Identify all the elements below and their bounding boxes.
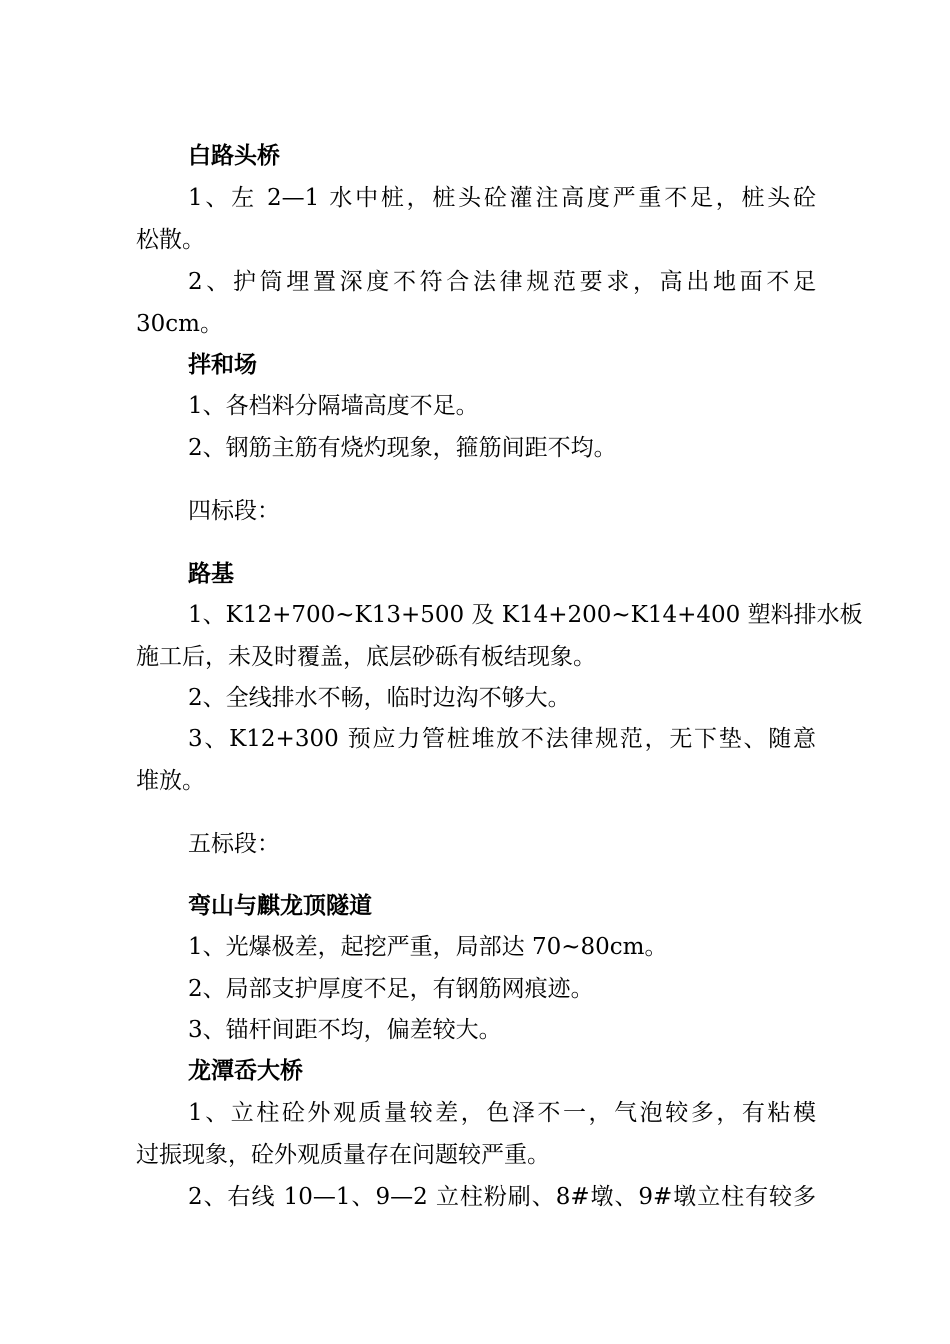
list-item-continuation: 30cm。 (136, 311, 223, 337)
list-item: 1、左 2—1 水中桩，桩头砼灌注高度严重不足，桩头砼 (188, 185, 816, 211)
list-item: 2、钢筋主筋有烧灼现象，箍筋间距不均。 (188, 435, 617, 461)
section-title: 四标段： (188, 498, 280, 524)
list-item: 2、护筒埋置深度不符合法律规范要求，高出地面不足 (188, 269, 816, 295)
list-item: 3、K12+300 预应力管桩堆放不法律规范，无下垫、随意 (188, 726, 816, 752)
list-item: 3、锚杆间距不均，偏差较大。 (188, 1017, 502, 1043)
section-heading: 路基 (188, 560, 234, 587)
section-heading: 弯山与麒龙顶隧道 (188, 892, 372, 919)
list-item-continuation: 堆放。 (136, 768, 205, 794)
list-item-continuation: 过振现象，砼外观质量存在问题较严重。 (136, 1142, 550, 1168)
list-item: 1、K12+700~K13+500 及 K14+200~K14+400 塑料排水板 (188, 602, 863, 628)
list-item: 2、右线 10—1、9—2 立柱粉刷、8#墩、9#墩立柱有较多 (188, 1184, 816, 1210)
section-heading: 白路头桥 (188, 142, 280, 169)
list-item-continuation: 松散。 (136, 227, 205, 253)
list-item: 2、全线排水不畅，临时边沟不够大。 (188, 685, 571, 711)
section-title: 五标段： (188, 831, 280, 857)
list-item-continuation: 施工后，未及时覆盖，底层砂砾有板结现象。 (136, 644, 596, 670)
section-heading: 龙潭岙大桥 (188, 1057, 303, 1084)
section-heading: 拌和场 (188, 351, 257, 378)
list-item: 1、各档料分隔墙高度不足。 (188, 393, 479, 419)
list-item: 2、局部支护厚度不足，有钢筋网痕迹。 (188, 976, 594, 1002)
list-item: 1、光爆极差，起挖严重，局部达 70~80cm。 (188, 934, 668, 960)
list-item: 1、立柱砼外观质量较差，色泽不一，气泡较多，有粘模 (188, 1100, 816, 1126)
